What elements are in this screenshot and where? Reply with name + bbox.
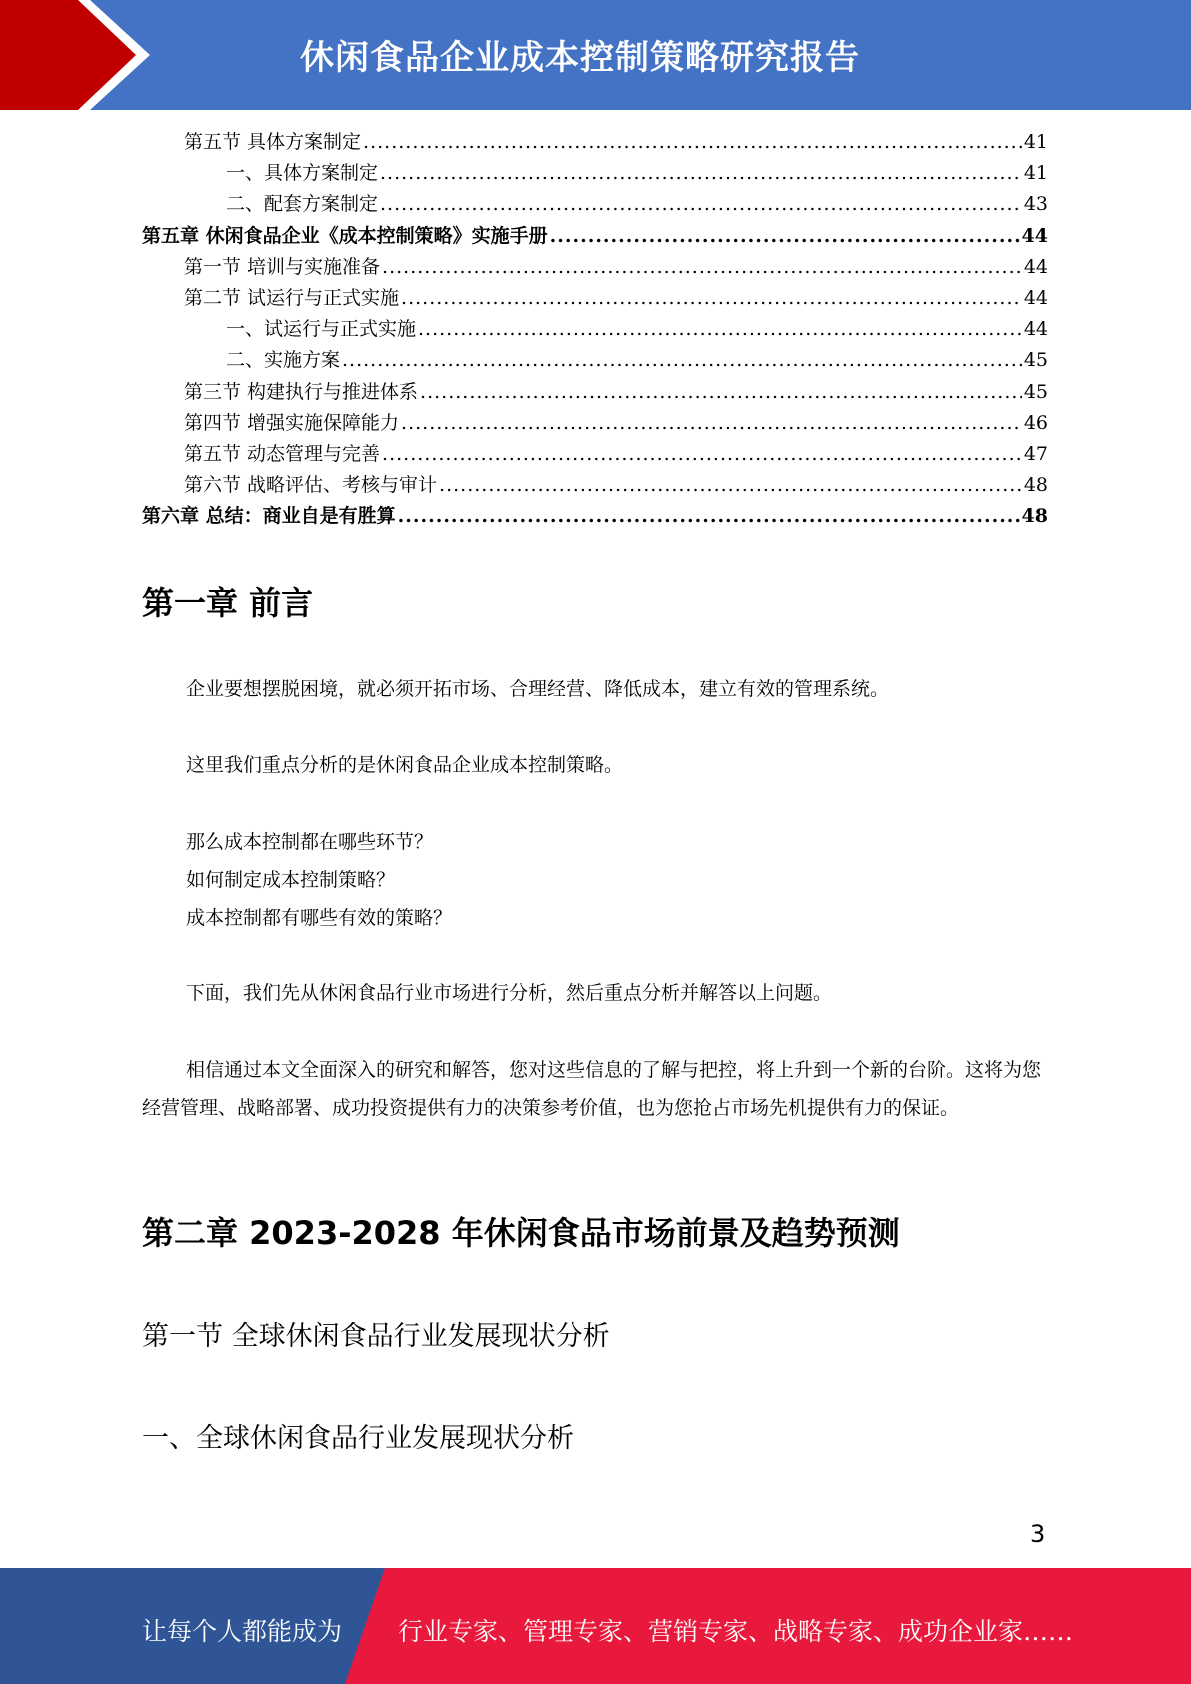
- toc-entry-title: 第五章 休闲食品企业《成本控制策略》实施手册: [142, 225, 548, 247]
- toc-entry[interactable]: [184, 255, 1048, 279]
- section-heading: 第一节 全球休闲食品行业发展现状分析: [142, 1321, 610, 1352]
- paragraph: 企业要想摆脱困境，就必须开拓市场、合理经营、降低成本，建立有效的管理系统。: [186, 678, 890, 700]
- toc-leader-dots: [550, 224, 1020, 248]
- toc-entry-title: 一、试运行与正式实施: [226, 318, 417, 340]
- toc-entry[interactable]: [184, 473, 1048, 497]
- toc-leader-dots: [380, 161, 1022, 185]
- toc-leader-dots: [382, 255, 1022, 279]
- toc-leader-dots: [420, 380, 1022, 404]
- question-line: 如何制定成本控制策略？: [186, 869, 396, 891]
- toc-entry-page: 44: [1023, 256, 1048, 278]
- page-number: 3: [1030, 1520, 1046, 1548]
- toc-entry-title: 第五节 具体方案制定: [184, 131, 362, 153]
- question-line: 成本控制都有哪些有效的策略？: [186, 907, 453, 929]
- toc-entry-title: 第一节 培训与实施准备: [184, 256, 381, 278]
- toc-entry-page: 47: [1023, 443, 1048, 465]
- toc-entry-title: 第六节 战略评估、考核与审计: [184, 474, 438, 496]
- report-title: 休闲食品企业成本控制策略研究报告: [300, 38, 860, 78]
- toc-leader-dots: [382, 442, 1022, 466]
- toc-entry[interactable]: [226, 348, 1048, 372]
- toc-entry[interactable]: [184, 286, 1048, 310]
- toc-entry-title: 第三节 构建执行与推进体系: [184, 381, 419, 403]
- toc-entry-page: 44: [1023, 287, 1048, 309]
- subsection-heading: 一、全球休闲食品行业发展现状分析: [142, 1423, 574, 1454]
- toc-leader-dots: [439, 473, 1022, 497]
- toc-entry[interactable]: [226, 192, 1048, 216]
- question-line: 那么成本控制都在哪些环节？: [186, 831, 434, 853]
- toc-leader-dots: [398, 504, 1020, 528]
- footer-slogan-right: 行业专家、管理专家、营销专家、战略专家、成功企业家……: [398, 1617, 1074, 1646]
- toc-leader-dots: [401, 286, 1022, 310]
- chapter-heading: 第一章 前言: [142, 584, 314, 622]
- toc-entry-page: 48: [1021, 505, 1048, 527]
- paragraph: 下面，我们先从休闲食品行业市场进行分析，然后重点分析并解答以上问题。: [186, 982, 833, 1004]
- toc-entry-page: 45: [1023, 381, 1048, 403]
- toc-entry[interactable]: [184, 411, 1048, 435]
- paragraph: 这里我们重点分析的是休闲食品企业成本控制策略。: [186, 754, 624, 776]
- toc-entry[interactable]: [184, 130, 1048, 154]
- toc-leader-dots: [401, 411, 1022, 435]
- toc-entry-title: 第六章 总结：商业自是有胜算: [142, 505, 396, 527]
- toc-entry[interactable]: [226, 161, 1048, 185]
- toc-entry[interactable]: [184, 442, 1048, 466]
- chapter-heading: 第二章 2023-2028 年休闲食品市场前景及趋势预测: [142, 1214, 900, 1252]
- toc-entry-page: 48: [1023, 474, 1048, 496]
- toc-entry-title: 第五节 动态管理与完善: [184, 443, 381, 465]
- toc-entry-title: 第二节 试运行与正式实施: [184, 287, 400, 309]
- toc-entry-page: 45: [1023, 349, 1048, 371]
- footer-slogan-left: 让每个人都能成为: [142, 1617, 343, 1646]
- toc-entry-page: 44: [1023, 318, 1048, 340]
- toc-entry-page: 41: [1023, 162, 1048, 184]
- toc-entry-page: 41: [1023, 131, 1048, 153]
- toc-entry-page: 46: [1023, 412, 1048, 434]
- toc-entry[interactable]: [184, 380, 1048, 404]
- toc-leader-dots: [418, 317, 1022, 341]
- toc-leader-dots: [342, 348, 1022, 372]
- toc-entry[interactable]: [226, 317, 1048, 341]
- toc-entry[interactable]: [142, 504, 1048, 528]
- toc-entry-title: 二、实施方案: [226, 349, 341, 371]
- toc-entry[interactable]: [142, 224, 1048, 248]
- toc-entry-title: 第四节 增强实施保障能力: [184, 412, 400, 434]
- page-header: [0, 0, 1191, 110]
- paragraph: 相信通过本文全面深入的研究和解答，您对这些信息的了解与把控，将上升到一个新的台阶。这将为您经营管理、战略部署、成功投资提供有力的决策参考价值，也为您抢占市场先机提供有力的保证。: [142, 1059, 1042, 1119]
- toc-entry-title: 一、具体方案制定: [226, 162, 379, 184]
- toc-leader-dots: [363, 130, 1022, 154]
- toc-entry-page: 43: [1023, 193, 1048, 215]
- toc-entry-page: 44: [1021, 225, 1048, 247]
- toc-entry-title: 二、配套方案制定: [226, 193, 379, 215]
- toc-leader-dots: [380, 192, 1022, 216]
- page-footer: [0, 1568, 1191, 1684]
